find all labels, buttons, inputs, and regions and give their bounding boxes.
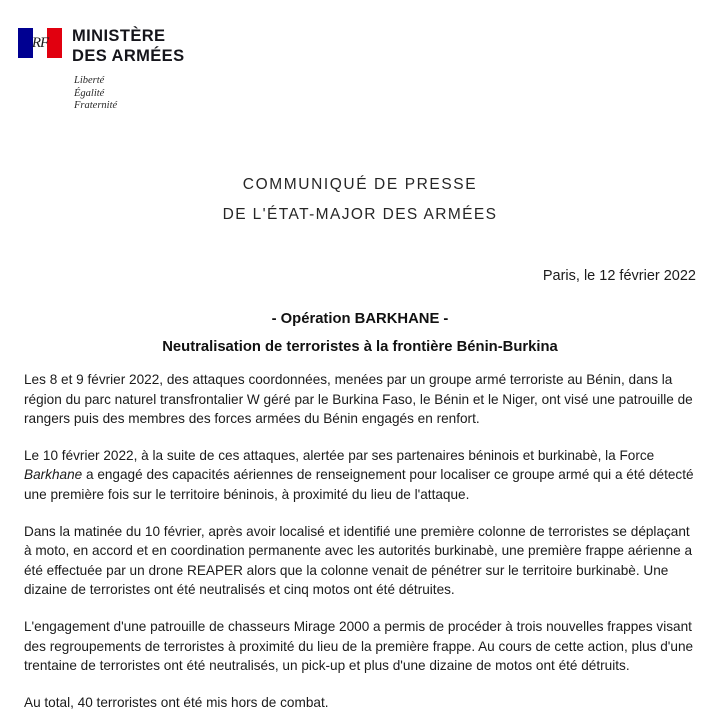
paragraph: Le 10 février 2022, à la suite de ces attaques, alertée par ses partenaires béninois et burkinabè, la Force Barkhane a engagé des capacités aériennes de renseignement pour localiser ce groupe armé qui a été détecté une première fois sur le territoire béninois, à proximité du lieu de l'attaque. <box>24 447 694 502</box>
press-release-title <box>0 170 720 230</box>
paragraph: Dans la matinée du 10 février, après avoir localisé et identifié une première colonne de terroristes se déplaçant à moto, en accord et en coordination permanente avec les autorités burkinabè, une première frappe aérienne a été effectuée par un drone REAPER alors que la colonne venait de pénétrer sur le territoire burkinabè. Une dizaine de terroristes ont été neutralisés et cinq motos ont été détruites. <box>24 523 693 598</box>
document-header <box>18 26 348 113</box>
subject-line1: - Opération BARKHANE - <box>271 311 449 327</box>
ministry-name-block <box>72 26 185 113</box>
press-release-title-line2: DE L'ÉTAT-MAJOR DES ARMÉES <box>222 206 498 223</box>
motto-line1: Liberté <box>74 75 105 86</box>
motto-line2: Égalité <box>74 87 105 99</box>
body-text <box>24 370 696 712</box>
subject-heading <box>0 305 720 361</box>
ministry-logo <box>18 26 348 113</box>
subject-line2: Neutralisation de terroristes à la frontière Bénin-Burkina <box>162 339 558 355</box>
paragraph: Les 8 et 9 février 2022, des attaques coordonnées, menées par un groupe armé terroriste au Bénin, dans la région du parc naturel transfrontalier W géré par le Burkina Faso, le Bénin et le Niger, ont visé une patrouille de rangers puis des membres des forces armées du Bénin engagés en renfort. <box>24 372 693 427</box>
force-name-italic: Barkhane <box>24 467 83 483</box>
ministry-name-line2: DES ARMÉES <box>72 47 185 65</box>
dateline: Paris, le 12 février 2022 <box>542 268 696 284</box>
ministry-name-line1: MINISTÈRE <box>72 27 166 45</box>
paragraph: L'engagement d'une patrouille de chasseurs Mirage 2000 a permis de procéder à trois nouvelles frappes visant des regroupements de terroristes à proximité du lieu de la première frappe. Au cours de cette action, plus d'une trentaine de terroristes ont été neutralisés, un pick-up et plus d'une dizaine de motos ont été détruits. <box>24 618 694 674</box>
republique-francaise-mark: RF <box>31 35 49 51</box>
motto-block <box>74 75 185 113</box>
french-flag-icon <box>18 28 62 58</box>
press-release-title-line1: COMMUNIQUÉ DE PRESSE <box>242 176 478 193</box>
motto-line3: Fraternité <box>74 100 118 111</box>
paragraph: Au total, 40 terroristes ont été mis hors de combat. <box>24 694 329 710</box>
